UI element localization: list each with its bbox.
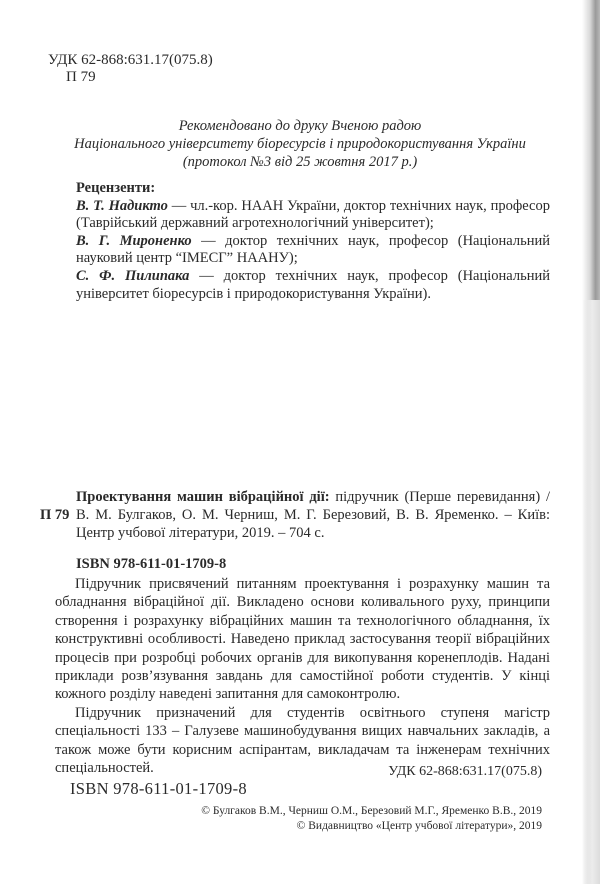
page-edge-shadow-lower xyxy=(582,300,600,884)
recommendation-line: Рекомендовано до друку Вченою радою xyxy=(178,118,422,134)
footer-isbn: ISBN 978-611-01-1709-8 xyxy=(70,779,247,798)
udk-header xyxy=(48,52,213,86)
copyright-authors: © Булгаков В.М., Черниш О.М., Березовий М.Г., Яременко В.В., 2019 xyxy=(201,805,542,817)
footer-udk: УДК 62-868:631.17(075.8) xyxy=(388,764,542,779)
reviewer-item xyxy=(76,233,550,268)
copyright-publisher: © Видавництво «Центр учбової літератури», 2019 xyxy=(296,820,542,832)
library-index: П 79 xyxy=(66,69,96,85)
recommendation-block xyxy=(60,117,540,171)
copyright-block xyxy=(201,804,542,834)
recommendation-line: (протокол №3 від 25 жовтня 2017 р.) xyxy=(182,154,418,170)
catalog-index: П 79 xyxy=(40,507,70,523)
catalog-text xyxy=(76,488,550,542)
udk-code: УДК 62-868:631.17(075.8) xyxy=(48,52,213,68)
reviewers-block xyxy=(76,180,550,303)
reviewer-description: — доктор технічних наук, професор (Національний науковий центр “ІМЕСГ” НААНУ); xyxy=(76,232,550,267)
reviewer-name: С. Ф. Пилипака xyxy=(76,267,190,284)
reviewer-item xyxy=(76,198,550,233)
reviewer-description: — доктор технічних наук, професор (Національний університет біоресурсів і природокористування України). xyxy=(76,267,550,302)
catalog-card xyxy=(40,488,550,573)
reviewer-name: В. Г. Мироненко xyxy=(76,232,192,249)
book-description: підручник (Перше перевидання) / В. М. Булгаков, О. М. Черниш, М. Г. Березовий, В. В. Яременко. – Київ: Центр учбової літератури, 2019. – 704 с. xyxy=(76,489,550,541)
catalog-entry xyxy=(40,488,550,542)
reviewers-heading: Рецензенти: xyxy=(76,180,156,196)
reviewer-item xyxy=(76,268,550,303)
reviewer-description: — чл.-кор. НААН України, доктор технічних наук, професор (Таврійський державний агротехнологічний університет); xyxy=(76,197,550,232)
abstract-block xyxy=(55,575,550,777)
book-title: Проектування машин вібраційної дії: xyxy=(76,489,330,505)
reviewer-name: В. Т. Надикто xyxy=(76,197,168,214)
abstract-paragraph: Підручник призначений для студентів освітнього ступеня магістр спеціальності 133 – Галузеве машинобудування вищих навчальних закладів, а також може бути корисним аспірантам, викладачам та інженерам технічних спеціальностей. xyxy=(55,704,550,777)
abstract-paragraph: Підручник присвячений питанням проектування і розрахунку машин та обладнання вібраційної дії. Викладено основи коливального руху, принципи створення і розрахунку вібраційних машин та технологічного обладнання, їх конструктивні особливості. Наведено приклад застосування теорії вібраційних процесів при розробці робочих органів для викопування коренеплодів. Надані приклади розв’язування завдань для самостійної роботи студентів. У кінці кожного розділу наведені запитання для самоконтролю. xyxy=(55,576,550,703)
recommendation-line: Національного університету біоресурсів і природокористування України xyxy=(74,136,526,152)
catalog-isbn: ISBN 978-611-01-1709-8 xyxy=(76,556,227,572)
